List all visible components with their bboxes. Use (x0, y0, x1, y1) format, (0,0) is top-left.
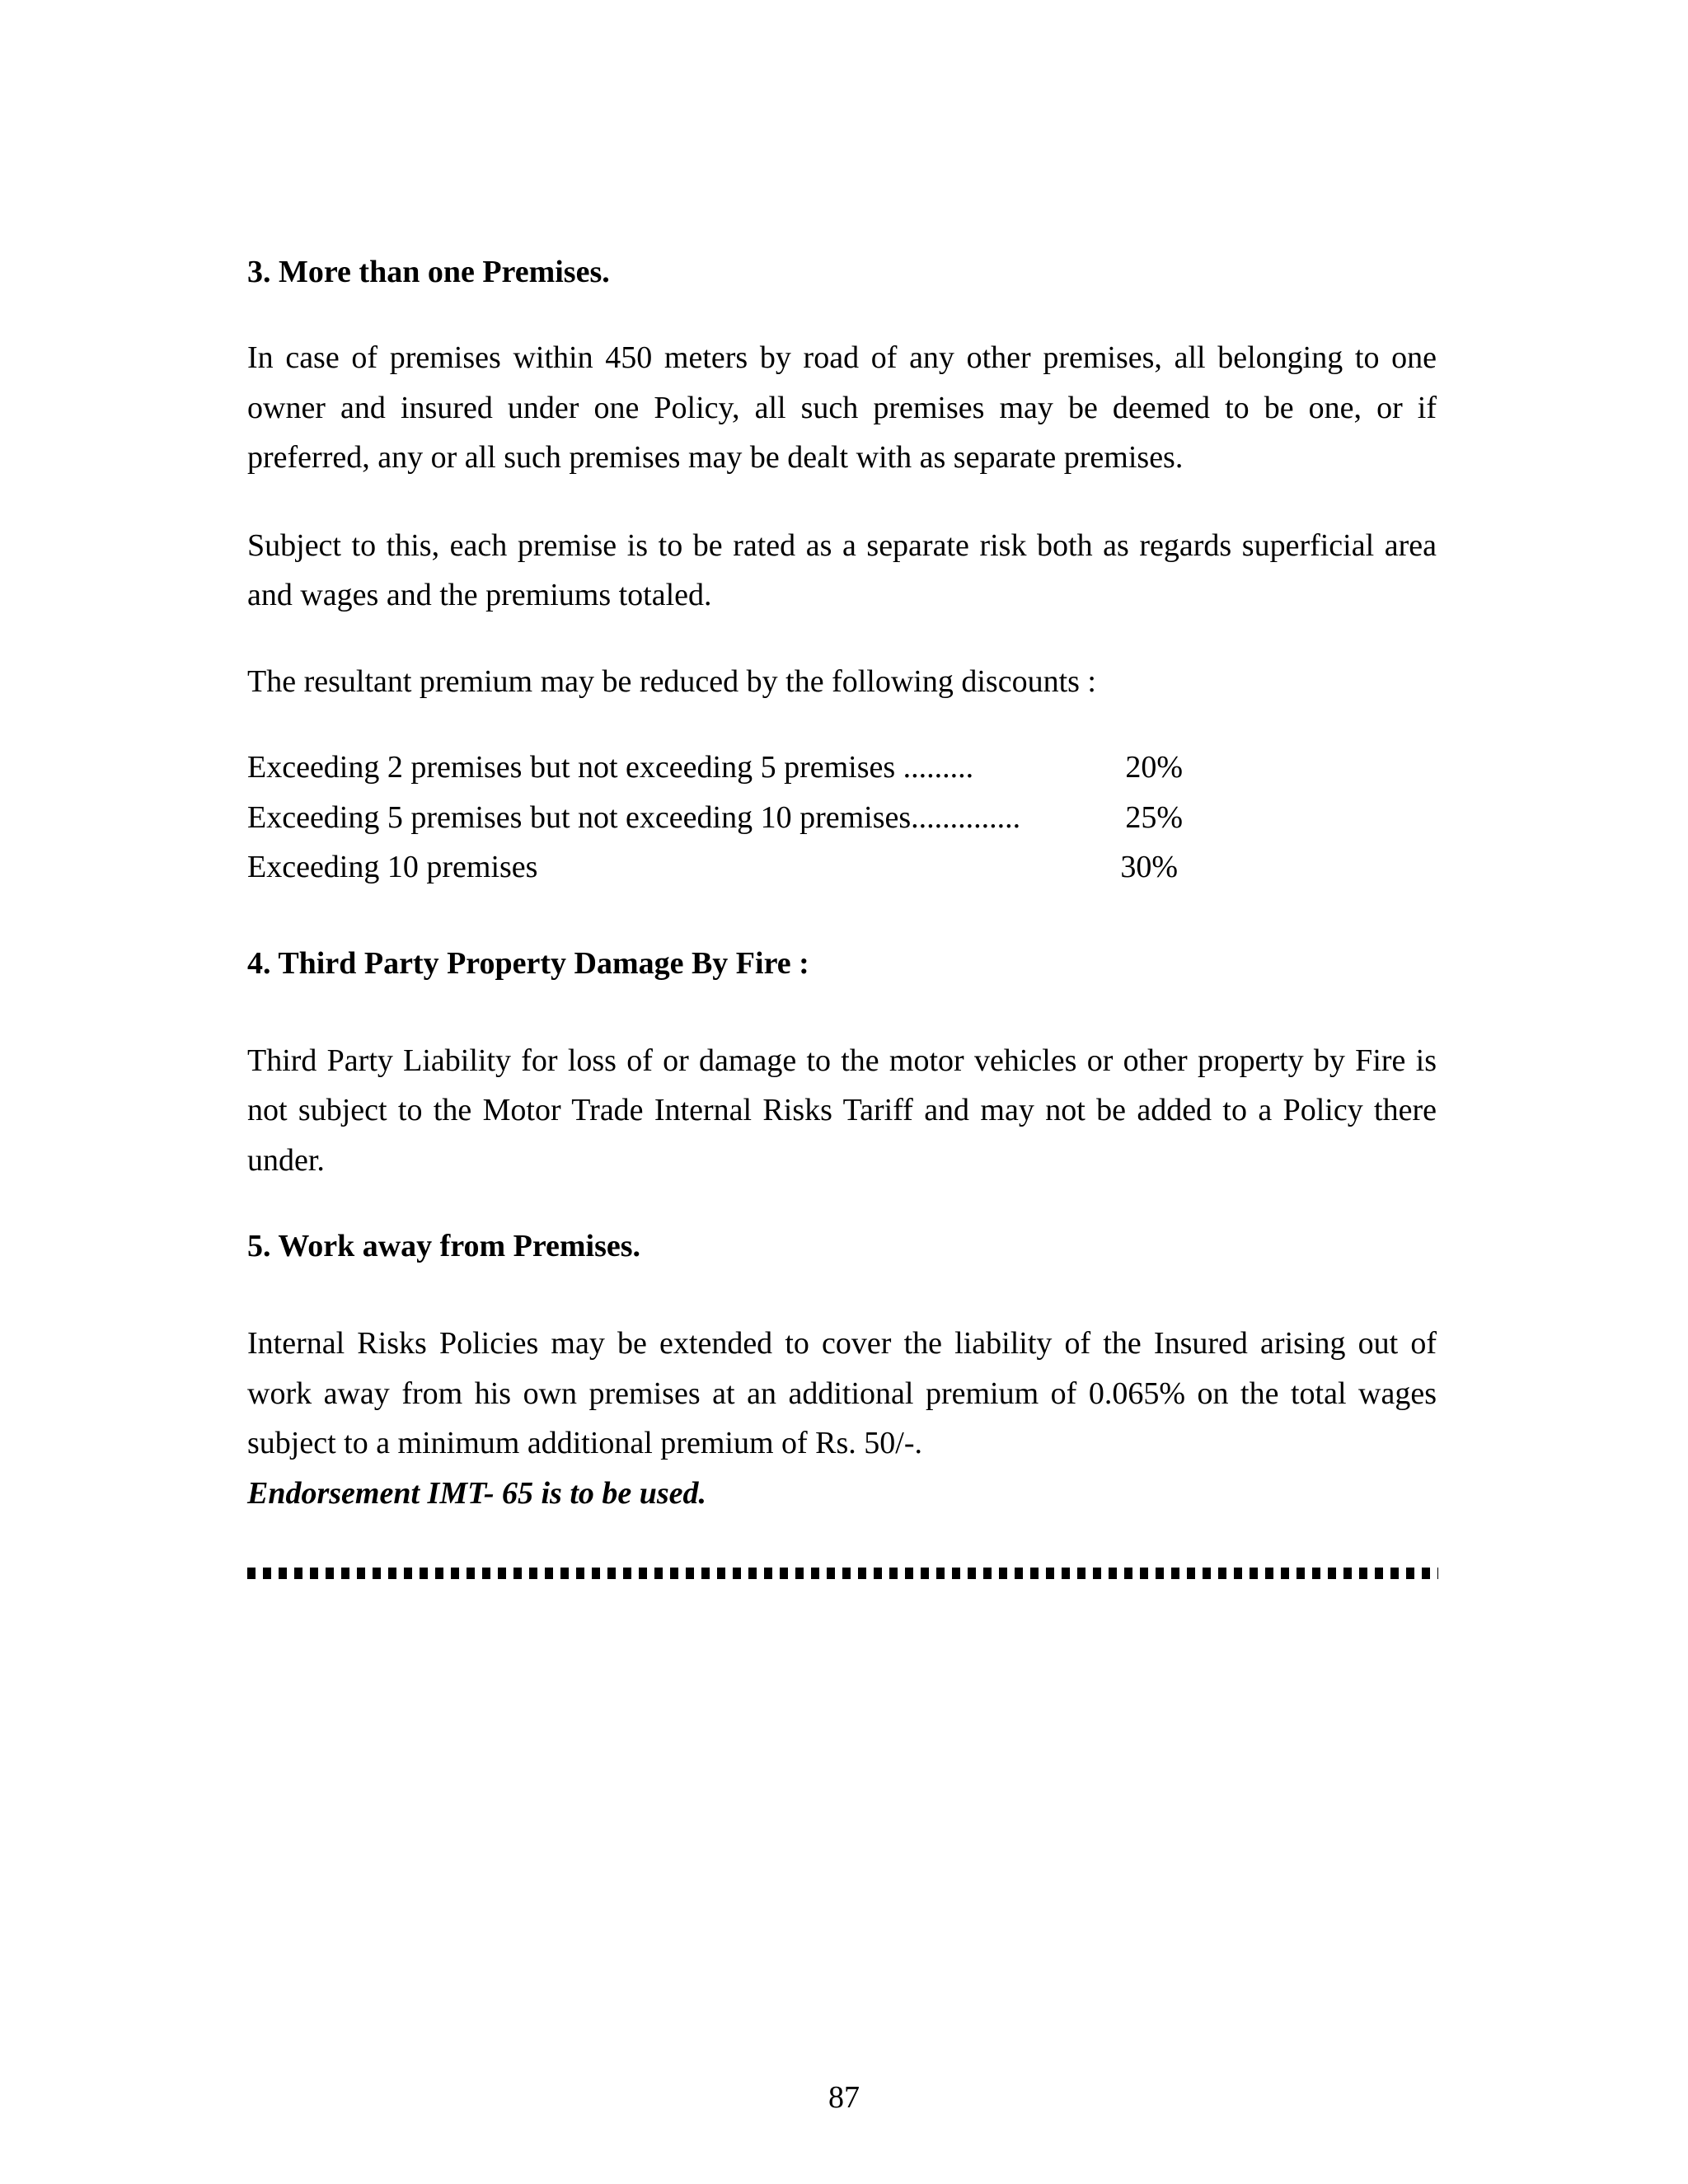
discount-label: Exceeding 5 premises but not exceeding 10 premises.............. (247, 799, 1021, 835)
section-4-paragraph-1: Third Party Liability for loss of or damage to the motor vehicles or other property by Fire is not subject to the Motor Trade Internal Risks Tariff and may not be added to a Policy there under. (247, 1043, 1437, 1178)
section-3-paragraph-3: The resultant premium may be reduced by the following discounts : (247, 663, 1096, 699)
discount-row (247, 743, 1437, 793)
endorsement-note: Endorsement IMT- 65 is to be used. (247, 1475, 707, 1511)
discount-row (247, 793, 1437, 843)
section-3-paragraph-1: In case of premises within 450 meters by road of any other premises, all belonging to one owner and insured under one Policy, all such premises may be deemed to be one, or if preferred, any or all such premises may be dealt with as separate premises. (247, 340, 1437, 475)
section-5-paragraph-1: Internal Risks Policies may be extended to cover the liability of the Insured arising out of work away from his own premises at an additional premium of 0.065% on the total wages subject to a minimum additional premium of Rs. 50/-. (247, 1326, 1437, 1460)
discount-row (247, 842, 1437, 893)
page-number: 87 (828, 2080, 860, 2115)
section-3-paragraph-2: Subject to this, each premise is to be rated as a separate risk both as regards superficial area and wages and the premiums totaled. (247, 527, 1437, 612)
discount-value: 25% (1125, 799, 1183, 835)
discount-label: Exceeding 2 premises but not exceeding 5 premises ......... (247, 750, 974, 785)
discount-list (247, 743, 1437, 893)
section-3-heading: 3. More than one Premises. (247, 255, 610, 289)
discount-label: Exceeding 10 premises (247, 850, 538, 884)
discount-value: 30% (1120, 850, 1178, 884)
dotted-divider (247, 1568, 1438, 1579)
section-5-heading: 5. Work away from Premises. (247, 1229, 641, 1263)
section-4-heading: 4. Third Party Property Damage By Fire : (247, 945, 809, 981)
discount-value: 20% (1125, 750, 1183, 785)
page-content (247, 247, 1437, 1518)
